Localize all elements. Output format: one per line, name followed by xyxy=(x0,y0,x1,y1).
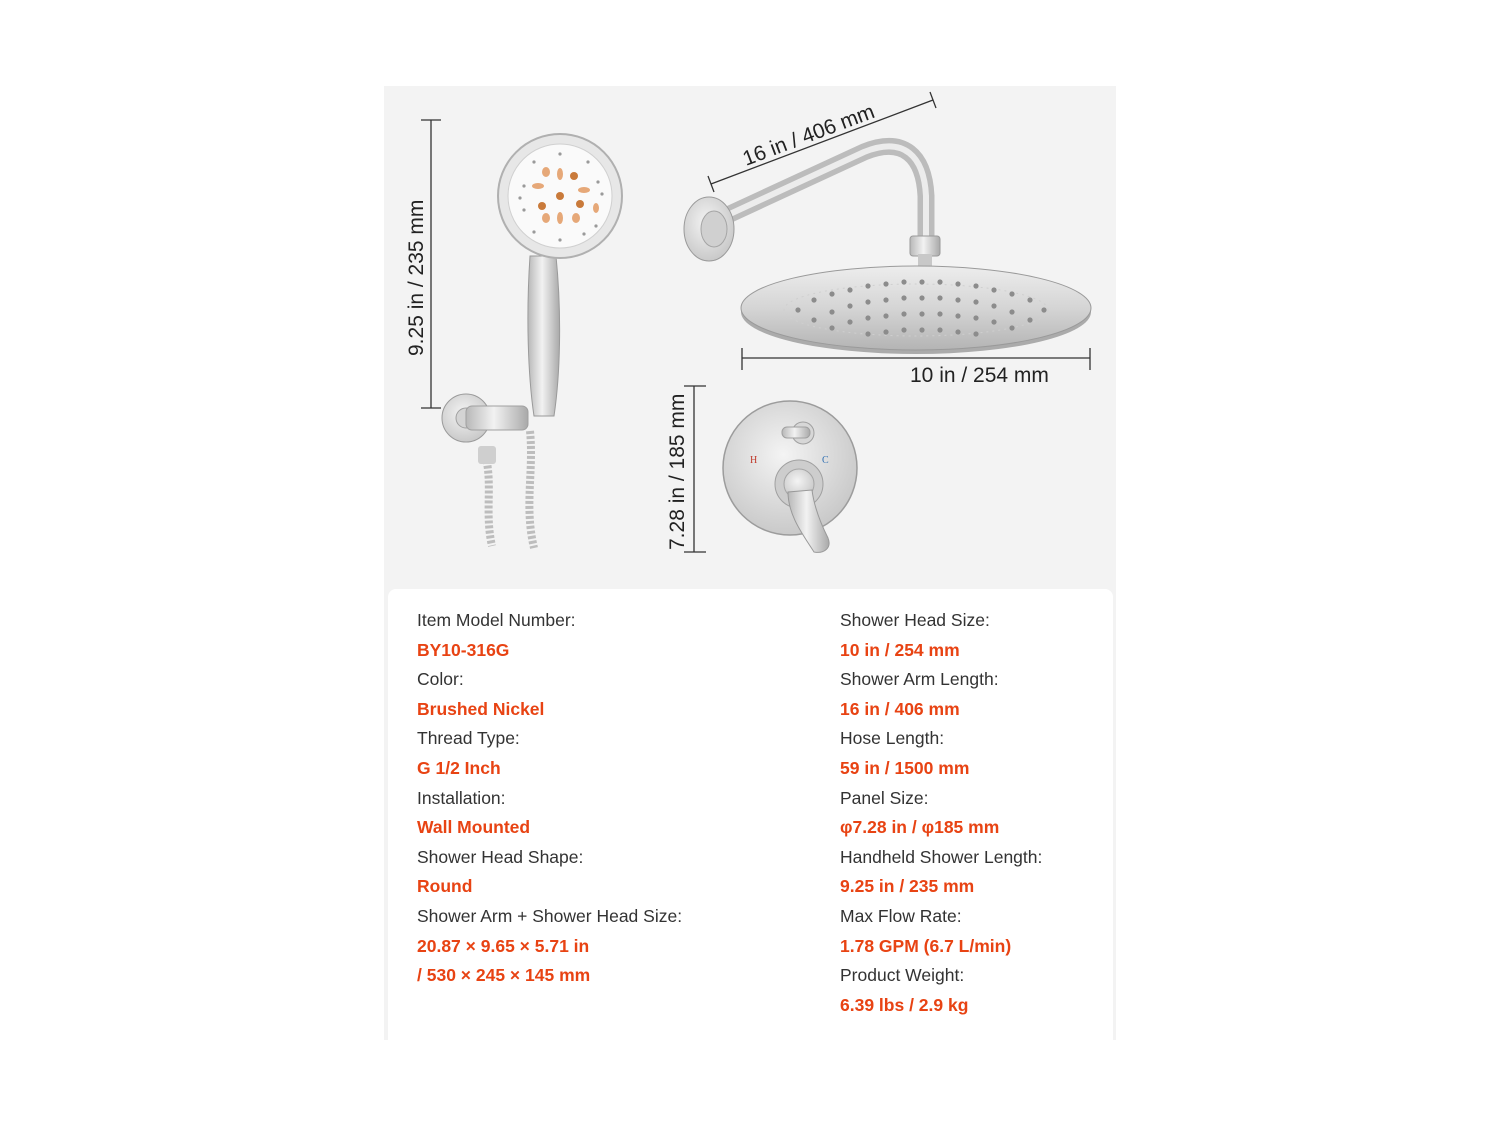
spec-handheld-length xyxy=(840,843,1042,902)
specification-panel xyxy=(388,589,1113,1040)
spec-max-flow-rate xyxy=(840,902,1042,961)
spec-value: 20.87 × 9.65 × 5.71 in xyxy=(417,935,590,956)
handheld-length-label: 9.25 in / 235 mm xyxy=(405,199,428,356)
spec-head-shape xyxy=(417,843,682,902)
spec-value: Round xyxy=(417,876,473,897)
spec-value: 6.39 lbs / 2.9 kg xyxy=(840,994,969,1015)
spec-installation xyxy=(417,784,682,843)
spec-arm-head-size xyxy=(417,902,683,986)
specs-left-column xyxy=(417,606,683,986)
head-diameter-label: 10 in / 254 mm xyxy=(910,364,1049,387)
spec-arm-length xyxy=(840,665,1042,724)
spec-label: Color: xyxy=(417,669,464,690)
spec-label: Panel Size: xyxy=(840,787,929,808)
spec-label: Shower Arm Length: xyxy=(840,669,999,690)
spec-value: BY10-316G xyxy=(417,639,510,660)
spec-color xyxy=(417,665,682,724)
product-card xyxy=(384,86,1116,1040)
spec-panel-size xyxy=(840,784,1042,843)
panel-diameter-label: 7.28 in / 185 mm xyxy=(666,393,689,550)
spec-label: Handheld Shower Length: xyxy=(840,846,1043,867)
spec-value: φ7.28 in / φ185 mm xyxy=(840,817,1000,838)
valve-panel-image xyxy=(723,401,857,552)
spec-label: Shower Arm + Shower Head Size: xyxy=(417,905,683,926)
spec-label: Item Model Number: xyxy=(417,610,576,630)
spec-label: Hose Length: xyxy=(840,728,945,749)
spec-value: Brushed Nickel xyxy=(417,698,545,719)
cold-mark: C xyxy=(822,455,829,466)
arm-length-label: 16 in / 406 mm xyxy=(739,100,878,171)
spec-value: 16 in / 406 mm xyxy=(840,698,960,719)
spec-value: 10 in / 254 mm xyxy=(840,639,960,660)
spec-value: G 1/2 Inch xyxy=(417,757,501,778)
shower-arm-image xyxy=(684,146,940,266)
spec-value: Wall Mounted xyxy=(417,817,531,838)
spec-label: Thread Type: xyxy=(417,728,520,749)
spec-label: Shower Head Size: xyxy=(840,610,990,630)
spec-model-number xyxy=(417,606,682,665)
spec-product-weight xyxy=(840,961,1042,1020)
rain-shower-head-image xyxy=(741,266,1091,354)
spec-value: 59 in / 1500 mm xyxy=(840,757,970,778)
spec-head-size xyxy=(840,606,1042,665)
spec-thread-type xyxy=(417,724,682,783)
spec-label: Shower Head Shape: xyxy=(417,846,584,867)
spec-value: 1.78 GPM (6.7 L/min) xyxy=(840,935,1012,956)
specs-right-column xyxy=(840,606,1042,1020)
handheld-length-dimension xyxy=(405,120,441,408)
handheld-shower-image xyxy=(442,134,622,548)
spec-label: Product Weight: xyxy=(840,965,965,986)
spec-value: 9.25 in / 235 mm xyxy=(840,876,975,897)
spec-label: Max Flow Rate: xyxy=(840,905,962,926)
spec-hose-length xyxy=(840,724,1042,783)
product-dimension-figure xyxy=(384,86,1116,586)
hot-mark: H xyxy=(750,455,758,466)
spec-label: Installation: xyxy=(417,787,506,808)
panel-diameter-dimension xyxy=(666,386,706,552)
spec-value-metric: / 530 × 245 × 145 mm xyxy=(417,965,591,986)
